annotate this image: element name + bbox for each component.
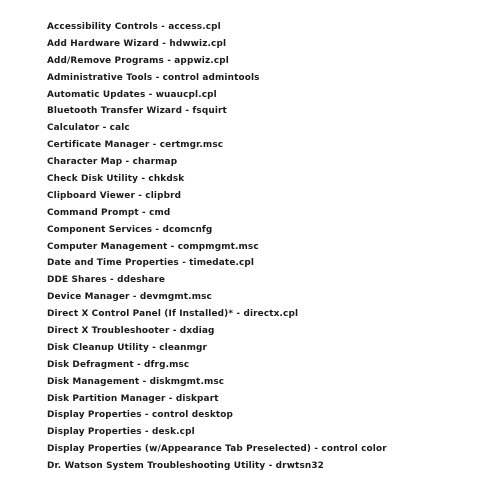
command-item: Accessibility Controls - access.cpl: [47, 22, 221, 32]
command-item: Direct X Troubleshooter - dxdiag: [47, 326, 215, 337]
command-item: DDE Shares - ddeshare: [47, 275, 165, 286]
command-item: Disk Defragment - dfrg.msc: [47, 359, 190, 370]
command-item: Check Disk Utility - chkdsk: [47, 174, 185, 185]
command-item: Display Properties - control desktop: [47, 410, 234, 421]
command-item: Disk Cleanup Utility - cleanmgr: [47, 342, 208, 353]
command-item: Display Properties - desk.cpl: [47, 427, 195, 438]
command-item: Dr. Watson System Troubleshooting Utility - drwtsn32: [47, 461, 325, 472]
command-item: Display Properties (w/Appearance Tab Preselected) - control color: [47, 444, 387, 455]
command-item: Computer Management - compmgmt.msc: [47, 241, 259, 252]
command-item: Calculator - calc: [47, 123, 130, 134]
command-item: Certificate Manager - certmgr.msc: [47, 140, 224, 151]
command-item: Command Prompt - cmd: [47, 207, 171, 218]
command-item: Disk Management - diskmgmt.msc: [47, 376, 225, 387]
command-item: Date and Time Properties - timedate.cpl: [47, 258, 255, 269]
command-item: Add/Remove Programs - appwiz.cpl: [47, 55, 229, 66]
command-item: Direct X Control Panel (If Installed)* - directx.cpl: [47, 309, 299, 320]
command-item: Automatic Updates - wuaucpl.cpl: [47, 89, 217, 100]
command-item: Device Manager - devmgmt.msc: [47, 292, 212, 303]
command-item: Bluetooth Transfer Wizard - fsquirt: [47, 106, 227, 117]
command-item: Administrative Tools - control admintools: [47, 72, 260, 83]
command-item: Add Hardware Wizard - hdwwiz.cpl: [47, 38, 227, 49]
command-item: Disk Partition Manager - diskpart: [47, 393, 219, 404]
command-item: Character Map - charmap: [47, 157, 178, 168]
command-list: [47, 19, 487, 475]
command-item: Component Services - dcomcnfg: [47, 224, 213, 235]
command-item: Clipboard Viewer - clipbrd: [47, 190, 182, 201]
